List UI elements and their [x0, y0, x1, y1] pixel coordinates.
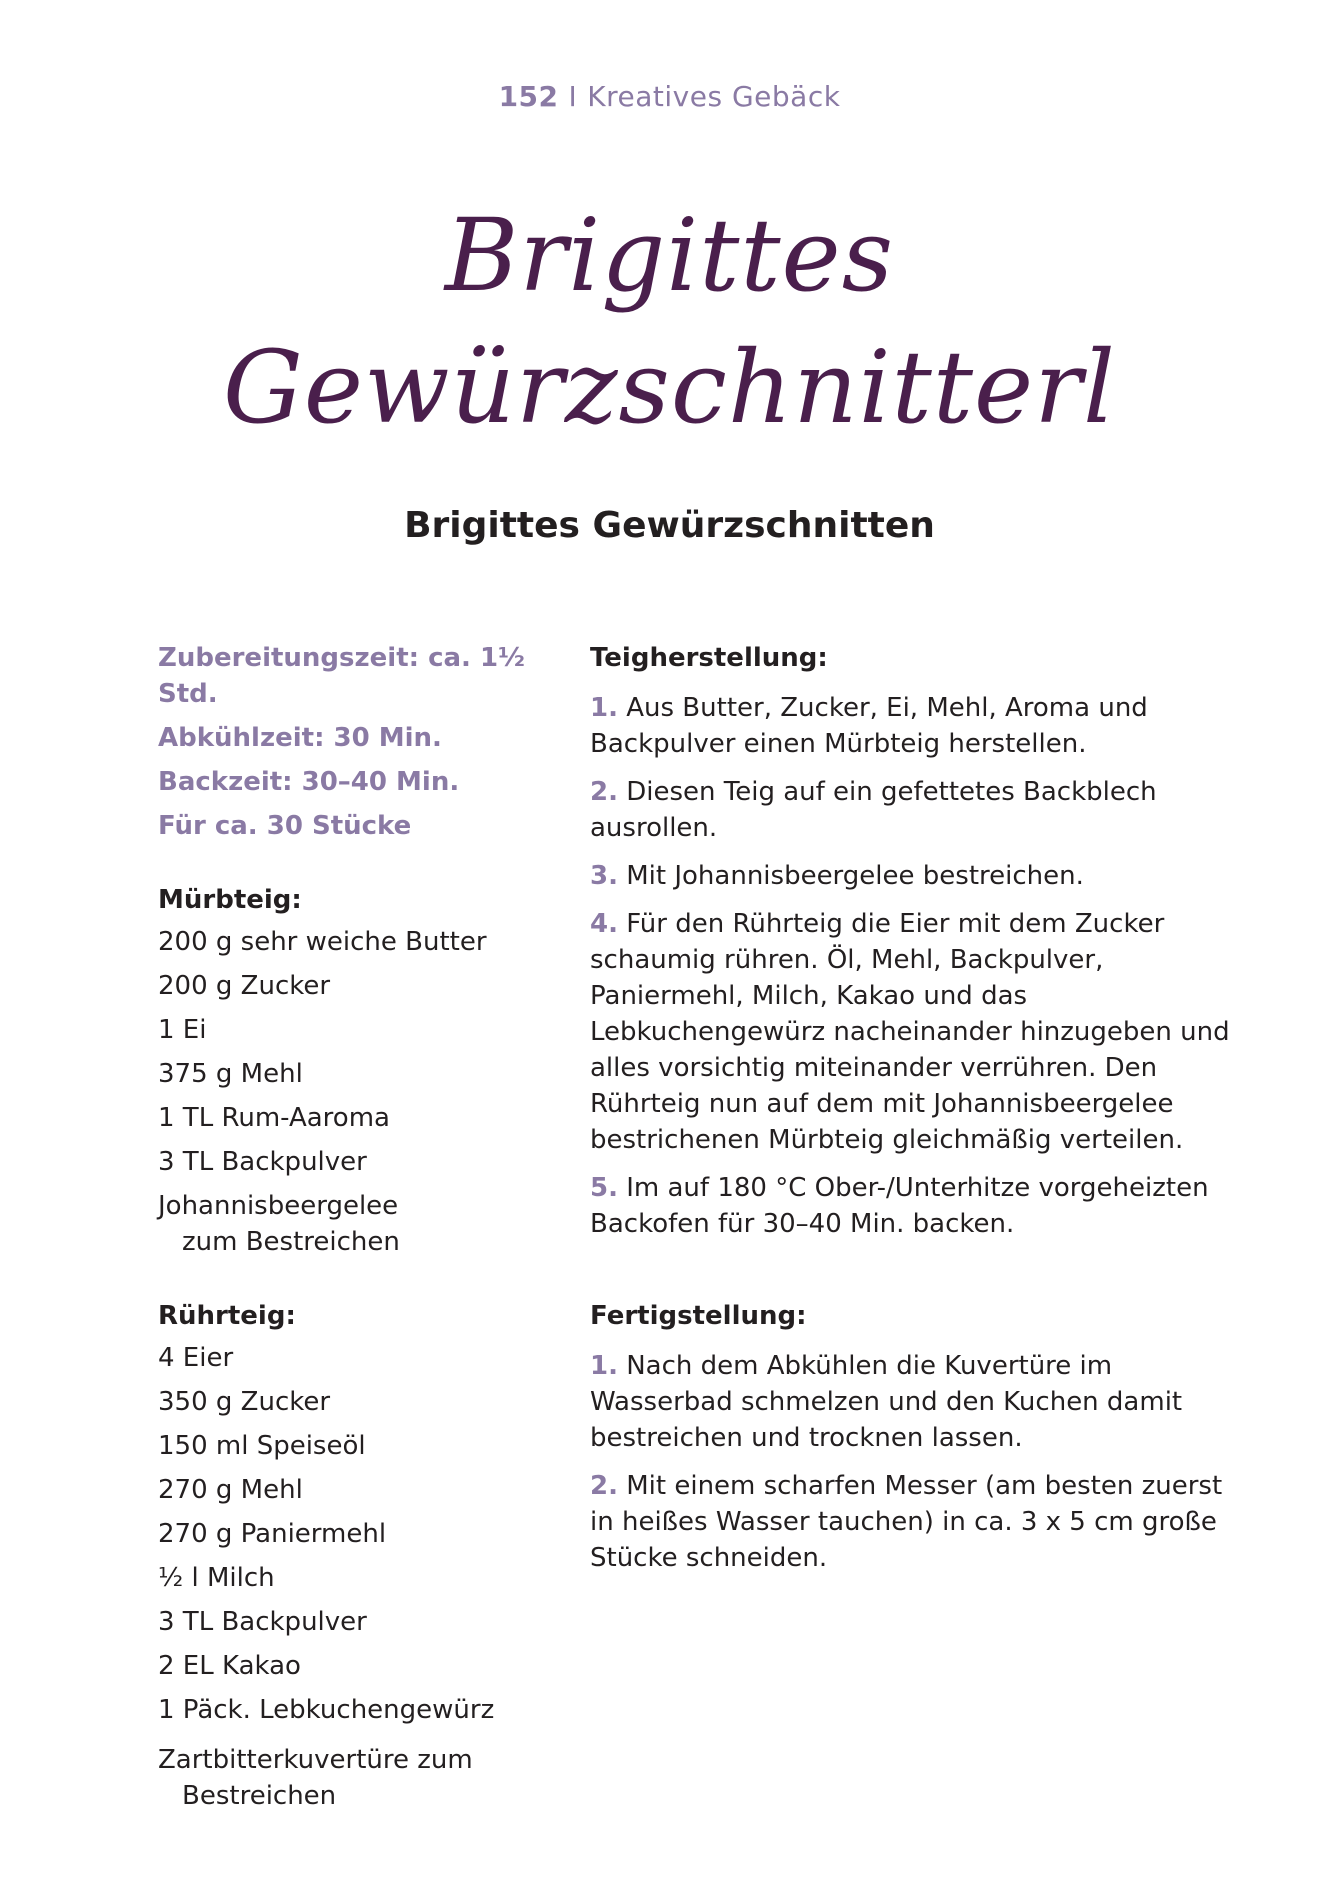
step-text: Für den Rührteig die Eier mit dem Zucker schaumig rühren. Öl, Mehl, Backpulver, Paniermehl, Milch, Kakao und das Lebkuchengewürz nacheinander hinzugeben und alles vorsichtig miteinander verrühren. Den Rührteig nun auf dem mit Johannisbeergelee bestrichenen Mürbteig gleichmäßig verteilen.	[590, 909, 1230, 1155]
instruction-step	[590, 774, 1230, 846]
step-text: Mit Johannisbeergelee bestreichen.	[626, 861, 1084, 891]
ingredient: 2 EL Kakao	[158, 1651, 301, 1681]
ingredient-multiline	[158, 1742, 578, 1814]
step-number: 1.	[590, 1351, 618, 1381]
step-number: 2.	[590, 777, 618, 807]
meta-prep-time: Zubereitungszeit: ca. 1½ Std.	[158, 643, 525, 709]
instruction-step	[590, 690, 1230, 762]
script-title-line1: Brigittes	[444, 197, 895, 314]
instruction-step	[590, 1348, 1230, 1456]
section-name: Kreatives Gebäck	[587, 80, 841, 113]
ruehrteig-heading: Rührteig:	[158, 1301, 296, 1331]
step-number: 1.	[590, 693, 618, 723]
recipe-subtitle: Brigittes Gewürzschnitten	[404, 505, 935, 546]
ingredient: 375 g Mehl	[158, 1059, 303, 1089]
instruction-step	[590, 1170, 1230, 1242]
teigherstellung-heading: Teigherstellung:	[590, 643, 828, 673]
instruction-step	[590, 906, 1230, 1158]
ingredient-multiline	[158, 1188, 578, 1260]
ingredient: 200 g Zucker	[158, 971, 331, 1001]
ingredient: 3 TL Backpulver	[158, 1147, 367, 1177]
ingredient-line-continued: zum Bestreichen	[182, 1227, 400, 1257]
ingredient: 1 Ei	[158, 1015, 207, 1045]
ingredient: 270 g Paniermehl	[158, 1519, 387, 1549]
muerbteig-heading: Mürbteig:	[158, 885, 302, 915]
running-header	[0, 80, 1339, 113]
instruction-step	[590, 858, 1230, 894]
ingredients-column	[158, 640, 578, 1822]
ingredient: 200 g sehr weiche Butter	[158, 927, 487, 957]
meta-yield: Für ca. 30 Stücke	[158, 811, 412, 841]
step-text: Im auf 180 °C Ober-/Unterhitze vorgeheizten Backofen für 30–40 Min. backen.	[590, 1173, 1209, 1239]
ruehrteig-group	[158, 1298, 578, 1814]
ingredient: 150 ml Speiseöl	[158, 1431, 366, 1461]
ingredient: 1 Päck. Lebkuchengewürz	[158, 1695, 495, 1725]
ingredient: 1 TL Rum-Aaroma	[158, 1103, 390, 1133]
ingredient: 350 g Zucker	[158, 1387, 331, 1417]
step-text: Nach dem Abkühlen die Kuvertüre im Wasserbad schmelzen und den Kuchen damit bestreichen und trocknen lassen.	[590, 1351, 1183, 1453]
step-text: Diesen Teig auf ein gefettetes Backblech ausrollen.	[590, 777, 1157, 843]
ingredient-line: Johannisbeergelee	[158, 1191, 399, 1221]
ingredient-line: Zartbitterkuvertüre zum	[158, 1745, 473, 1775]
step-number: 2.	[590, 1471, 618, 1501]
header-separator: I	[568, 80, 578, 113]
recipe-script-title	[0, 190, 1339, 454]
step-text: Mit einem scharfen Messer (am besten zuerst in heißes Wasser tauchen) in ca. 3 x 5 cm große Stücke schneiden.	[590, 1471, 1223, 1573]
muerbteig-group	[158, 882, 578, 1260]
meta-bake-time: Backzeit: 30–40 Min.	[158, 767, 460, 797]
step-text: Aus Butter, Zucker, Ei, Mehl, Aroma und Backpulver einen Mürbteig herstellen.	[590, 693, 1148, 759]
ingredient: 270 g Mehl	[158, 1475, 303, 1505]
step-number: 3.	[590, 861, 618, 891]
ingredient: 3 TL Backpulver	[158, 1607, 367, 1637]
ingredient-line-continued: Bestreichen	[182, 1781, 337, 1811]
meta-cool-time: Abkühlzeit: 30 Min.	[158, 723, 442, 753]
instructions-column	[590, 640, 1230, 1588]
page-number: 152	[498, 80, 559, 113]
step-number: 4.	[590, 909, 618, 939]
instruction-step	[590, 1468, 1230, 1576]
ingredient: ½ l Milch	[158, 1563, 275, 1593]
step-number: 5.	[590, 1173, 618, 1203]
fertigstellung-heading: Fertigstellung:	[590, 1301, 807, 1331]
ingredient: 4 Eier	[158, 1343, 234, 1373]
script-title-line2: Gewürzschnitterl	[222, 329, 1116, 446]
